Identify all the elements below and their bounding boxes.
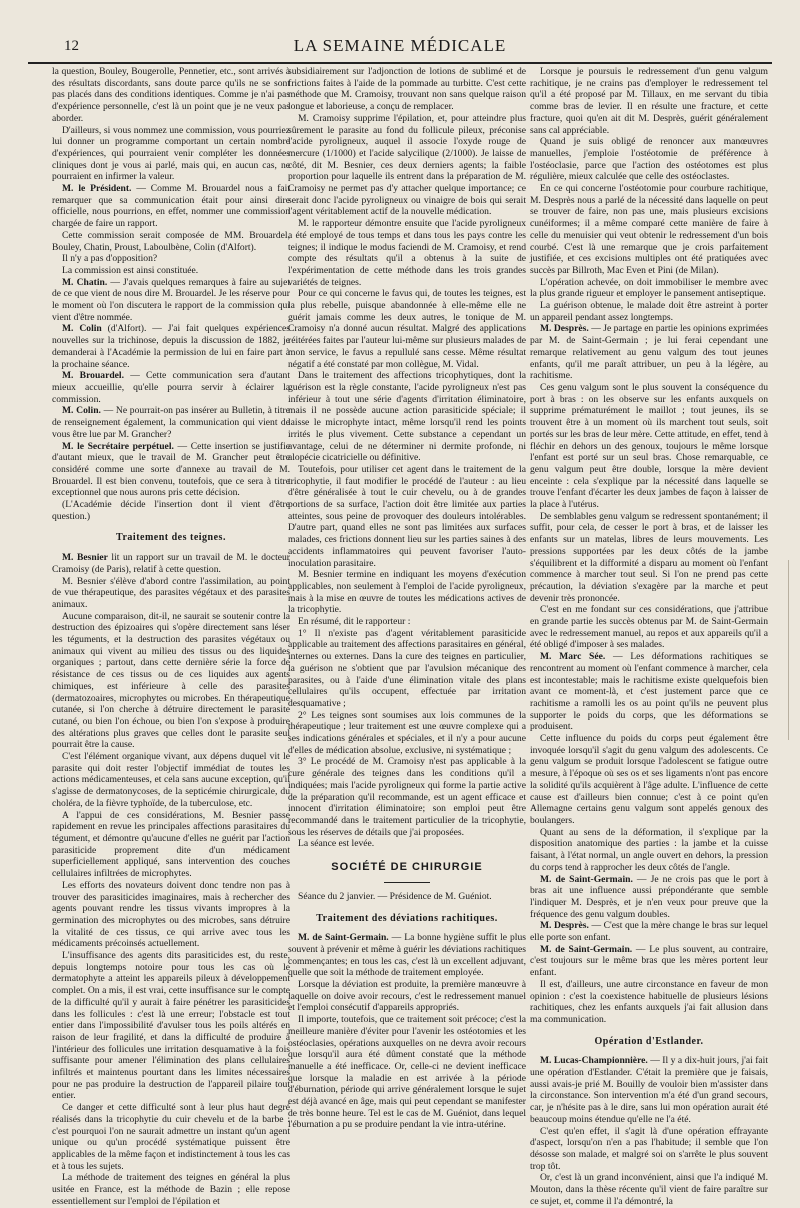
- speech-paragraph: [52, 441, 290, 500]
- speaker-name: M. Colin: [62, 323, 102, 335]
- speech-paragraph: [52, 370, 290, 405]
- speech-text: (d'Alfort). — J'ai fait quelques expériences nouvelles sur la trichinose, depuis la discussion de 1882, je demanderai à l'Académie la permission de lui en faire part à la prochaine séance.: [52, 323, 291, 370]
- speech-text: — Cette communication sera d'autant mieux accueillie, qu'elle pourra servir à éclairer la commission.: [52, 370, 290, 405]
- paragraph: Ces genu valgum sont le plus souvent la conséquence du port à bras : on les observe sur les enfants auxquels on supprime prématurément le maillot ; tout jeunes, ils se trouvent être à un moment où ils marchent tout seuls, soit portés sur les bras de leur mère. Cette attitude, en effet, tend à fléchir en dehors un des genoux, toujours le même lorsque l'enfant est porté sur un seul bras. Chose remarquable, ce genu valgum peut être double, lorsque la mère devient enceinte : cela s'explique par la nécessité dans laquelle se trouve l'enfant d'écarter les deux jambes de façon à laisser de la place à l'utérus.: [530, 381, 768, 511]
- speaker-name: M. Brouardel.: [62, 370, 124, 382]
- speaker-name: M. de Saint-Germain.: [540, 943, 633, 955]
- paragraph: Il importe, toutefois, que ce traitement soit précoce; c'est la meilleure manière d'éviter pour l'avenir les ostéotomies et les ostéoclasies, opérations auxquelles on ne devra avoir recours que lorsqu'il aura été dûment constaté que la méthode manuelle a été inefficace. Or, celle-ci ne devient inefficace que lorsque la maladie en est arrivée à la période d'éburnation, période qui arrive généralement lorsque le sujet est déjà avancé en âge, mais qui peut cependant se manifester de très bonne heure. Tel est le cas de M. Guéniot, dans lequel l'éburnation a pu se produire pendant la vie intra-utérine.: [288, 1014, 526, 1131]
- speech-text: — Il y a dix-huit jours, j'ai fait une opération d'Estlander. C'était la première que je faisais, aussi avais-je prié M. Bouilly de vouloir bien m'assister dans la circonstance. Son intervention m'a été d'un grand secours, car, je n'hésite pas à le dire, sans lui mon opération aurait été beaucoup moins étendue qu'elle ne l'a été.: [530, 1055, 768, 1125]
- speech-paragraph: [530, 1055, 768, 1125]
- speech-paragraph: [52, 552, 290, 575]
- paragraph: En résumé, dit le rapporteur :: [298, 616, 411, 628]
- paragraph: Il est, d'ailleurs, une autre circonstance en faveur de mon opinion : c'est la coexistence habituelle de plusieurs lésions rachitiques, chez les enfants auxquels j'ai fait allusion dans ma communication.: [530, 978, 768, 1025]
- paragraph: Quant au sens de la déformation, il s'explique par la disposition anatomique des parties : la jambe et la cuisse faisant, à l'état normal, un angle ouvert en dehors, la pression du corps tend à rapprocher les deux côtés de l'angle.: [530, 826, 768, 873]
- speech-text: lit un rapport sur un travail de M. le docteur Cramoisy (de Paris), relatif à cette question.: [52, 552, 291, 575]
- paragraph: C'est qu'en effet, il s'agit là d'une opération effrayante d'aspect, lorsqu'on n'en a pas l'habitude; il semble que l'on désosse son malade, et malgré soi on s'arrête le plus souvent trop tôt.: [530, 1125, 768, 1172]
- speech-paragraph: [52, 405, 290, 440]
- speech-paragraph: [530, 323, 768, 382]
- paragraph: 1° Il n'existe pas d'agent véritablement parasiticide applicable au traitement des affections parasitaires en général, internes ou externes. Dans la cure des teignes en particulier, la guérison ne s'obtient que par l'avulsion mécanique des parasites, ou à l'aide d'une élimination vitale des plans cellulaires qu'ils occupent, effectuée par irritation desquamative ;: [288, 627, 526, 709]
- paragraph: Lorsque la déviation est produite, la première manœuvre à laquelle on doive avoir recours, c'est le redressement manuel et l'emploi consécutif d'appareils appropriés.: [288, 979, 526, 1014]
- session-line: Séance du 2 janvier. — Présidence de M. Guéniot.: [298, 890, 492, 902]
- paragraph: Cette commission serait composée de MM. Brouardel, Bouley, Chatin, Proust, Laboulbène, Colin (d'Alfort).: [52, 229, 290, 253]
- paragraph: L'opération achevée, on doit immobiliser le membre avec la plus grande rigueur et employer le pansement antiseptique.: [530, 276, 768, 300]
- speech-paragraph: [288, 932, 526, 979]
- paragraph: Dans le traitement des affections tricophytiques, dont la guérison est la règle constante, l'acide pyroligneux n'est pas inférieur à tout une série d'agents d'irritation éliminatoire, mais il ne possède aucune action parasiticide spéciale; il laisse le microphyte intact, même lorsqu'il rend les points irrités le plus vivement. Cette substance a cependant un avantage, celui de ne déterminer ni dermite profonde, ni alopécie cicatricielle ou définitive.: [288, 370, 526, 464]
- paragraph: Les efforts des novateurs doivent donc tendre non pas à trouver des parasiticides imaginaires, mais à rechercher des agents pouvant rendre les tissus vivants impropres à la germination des microphytes ou des microbes, sans détruire la vitalité de ces tissus, ce qui arrive avec tous les médicaments précoinsés actuellement.: [52, 879, 290, 950]
- speech-paragraph: [530, 944, 768, 979]
- section-title: Traitement des teignes.: [116, 532, 226, 544]
- running-title: LA SEMAINE MÉDICALE: [293, 36, 507, 55]
- paragraph: M. Cramoisy supprime l'épilation, et, pour atteindre plus sûrement le parasite au fond du follicule pileux, préconise l'acide pyroligneux, auquel il associe l'oxyde rouge de mercure (1/1000) et l'acide salycilique (2/1000). Je laisse de côté, dit M. Besnier, ces deux derniers agents; la faible proportion pour laquelle ils entrent dans la préparation de M. Cramoisy ne permet pas d'y attacher quelque importance; ce serait donc l'acide pyroligneux ou vinaigre de bois qui serait l'agent véritablement actif de la nouvelle médication.: [288, 112, 526, 218]
- paragraph: 2° Les teignes sont soumises aux lois communes de la thérapeutique ; leur traitement est une œuvre complexe qui a ses indications générales et spéciales, et il n'y a pour aucune d'elles de médication absolue, exclusive, ni systématique ;: [288, 709, 526, 756]
- speech-paragraph: [530, 920, 768, 943]
- speech-text: — J'avais quelques remarques à faire au sujet de ce que vient de nous dire M. Brouardel. Je les réserve pour le moment où l'on discutera le rapport de la commission qui vient d'être nommée.: [52, 276, 290, 323]
- paragraph: Or, c'est là un grand inconvénient, ainsi que l'a indiqué M. Mouton, dans la thèse récente qu'il vient de faire paraître sur ce sujet, et, comme il l'a démontré, la: [530, 1172, 768, 1207]
- paragraph: L'insuffisance des agents dits parasiticides est, du reste, depuis longtemps notoire pour tous les cas où le dermatophyte a atteint les appareils pileux à développement complet. On a mis, il est vrai, cette insuffisance sur le compte de la difficulté qu'il y aurait à faire pénétrer les parasiticides dans les follicules : c'est là une erreur; l'obstacle est tout entier dans l'impossibilité d'avulser tous les poils altérés en raison de leur fragilité, et dans la difficulté de produire à l'intérieur des follicules une irritation desquamative à la fois suffisante pour amener l'élimination des plans cellulaires infiltrés et maintenus pourtant dans les limites nécessaires pour ne pas produire la destruction de l'appareil pilaire tout entier.: [52, 950, 290, 1102]
- speaker-name: M. Besnier: [62, 552, 108, 564]
- section-title: Traitement des déviations rachitiques.: [316, 912, 498, 924]
- paragraph: (L'Académie décide l'insertion dont il vient d'être question.): [52, 499, 290, 522]
- paragraph: M. Besnier s'élève d'abord contre l'assimilation, au point de vue thérapeutique, des parasites végétaux et des parasites animaux.: [52, 575, 290, 610]
- speaker-name: M. de Saint-Germain.: [540, 873, 633, 885]
- paragraph: La commission est ainsi constituée.: [62, 264, 199, 276]
- speech-paragraph: [530, 651, 768, 733]
- speech-paragraph: [52, 323, 290, 370]
- paragraph: la question, Bouley, Bougerolle, Pennetier, etc., sont arrivés à des résultats discordants, sans doute parce qu'ils ne se sont pas placés dans des conditions identiques. Comme je n'ai pas d'expérience personnelle, c'est là un point que je ne veux pas aborder.: [52, 66, 290, 124]
- paragraph: En ce qui concerne l'ostéotomie pour courbure rachitique, M. Desprès nous a parlé de la nécessité dans laquelle on peut se trouver de faire, non pas une, mais plusieurs excisions cunéiformes; il a même comparé cette manière de faire à celle du menuisier qui veut obtenir le redressement d'un bois courbé. C'est là une remarque que je crois parfaitement justifiée, et ces excisions multiples ont été pratiquées avec succès par Billroth, Mac Even et Pini (de Milan).: [530, 183, 768, 276]
- speaker-name: M. Colin.: [62, 405, 101, 417]
- paragraph: Quand je suis obligé de renoncer aux manœuvres manuelles, j'emploie l'ostéotomie de préférence à l'ostéoclasie, parce que l'action des ostéotomes est plus régulière, mieux calculée que celle des ostéoclastes.: [530, 136, 768, 183]
- speaker-name: M. Lucas-Championnière.: [540, 1055, 648, 1067]
- paragraph: La séance est levée.: [298, 838, 375, 850]
- society-title: SOCIÉTÉ DE CHIRURGIE: [331, 861, 483, 874]
- speech-text: — C'est que la mère change le bras sur lequel elle porte son enfant.: [530, 920, 768, 944]
- speaker-name: M. le Président.: [62, 183, 132, 195]
- paragraph: Il n'y a pas d'opposition?: [62, 253, 158, 265]
- speech-text: — Comme M. Brouardel nous a fait remarquer que sa communication était pour ainsi dire officielle, nous pourrions, en effet, nommer une commission chargée de faire un rapport.: [52, 183, 290, 230]
- speech-text: — Le plus souvent, au contraire, c'est toujours sur le même bras que les mères portent leur enfant.: [530, 943, 768, 979]
- paragraph: Ce danger et cette difficulté sont à leur plus haut degré réalisés dans la tricophytie du cuir chevelu et de la barbe : c'est pourquoi l'on ne saurait admettre un instant qu'un agent unique ou qu'un procédé systématique puissent être applicables de la même façon et indistinctement à tous les cas et à tous les sujets.: [52, 1102, 290, 1172]
- column-3: [530, 66, 768, 1207]
- speech-text: — Ne pourrait-on pas insérer au Bulletin, à titre de renseignement également, la communication qui vient de vous être lue par M. Grancher?: [52, 405, 290, 440]
- speaker-name: M. le Secrétaire perpétuel.: [62, 440, 174, 452]
- column-2: [288, 66, 526, 1131]
- speech-text: — Cette insertion se justifie d'autant mieux, que le travail de M. Grancher peut être considéré comme une sorte d'annexe au travail de M. Brouardel. Il est bien convenu, toutefois, que ce sera à titre exceptionnel que nous aurons pris cette décision.: [52, 440, 290, 499]
- speech-text: — La bonne hygiène suffit le plus souvent à prévenir et même à guérir les déviations rachitiques commençantes; en tous les cas, c'est là un excellent adjuvant, quelle que soit la méthode de traitement employée.: [288, 932, 526, 979]
- paragraph: Toutefois, pour utiliser cet agent dans le traitement de la tricophytie, il faut modifier le procédé de l'auteur : au lieu d'être généralisée à tout le cuir chevelu, ou à de grandes portions de sa surface, l'action doit être limitée aux parties atteintes, sous peine de provoquer des douleurs intolérables. D'autre part, quand elles ne sont pas limitées aux surfaces malades, ces frictions donnent lieu sur les parties saines à des accidents inflammatoires qui peuvent favoriser l'auto-inoculation parasitaire.: [288, 463, 526, 569]
- section-title: Opération d'Estlander.: [594, 1035, 704, 1047]
- divider: [384, 882, 430, 883]
- paragraph: Cette influence du poids du corps peut également être invoquée lorsqu'il s'agit du genu valgum des adolescents. Ce genu valgum se produit lorsque l'adolescent se fatigue outre mesure, à l'époque où ses os et ses ligaments n'ont pas encore la solidité qu'ils acquièrent à l'âge adulte. L'influence de cette cause est d'ailleurs bien connue; c'est à ce point qu'en Allemagne certains genu valgum sont appelés genoux des boulangers.: [530, 733, 768, 826]
- paragraph: Pour ce qui concerne le favus qui, de toutes les teignes, est la plus rebelle, puisque abandonnée à elle-même elle ne guérit jamais comme les deux autres, le tonique de M. Cramoisy n'a donné aucun résultat. Malgré des applications réitérées faites par l'auteur lui-même sur plusieurs malades de mon service, le favus a repullulé sans cesse. Même résultat négatif a été constaté par mon collègue, M. Vidal.: [288, 288, 526, 370]
- paragraph: Lorsque je poursuis le redressement d'un genu valgum rachitique, je ne crains pas d'employer le redressement tel qu'il a été proposé par M. Tillaux, en me servant du tibia comme bras de levier. Il en résulte une fracture, et cette fracture, quoi qu'en ait dit M. Desprès, guérit généralement sans cal appréciable.: [530, 66, 768, 136]
- speech-text: — Je ne crois pas que le port à bras ait une influence aussi prépondérante que semble l'indiquer M. Desprès, et je n'en veux pour preuve que la fréquence des genu valgum doubles.: [530, 873, 768, 920]
- paragraph: subsidiairement sur l'adjonction de lotions de sublimé et de frictions faites à l'aide de la pommade au turbitte. C'est cette méthode que M. Cramoisy, trouvant non sans quelque raison longue et laborieuse, a conçu de remplacer.: [288, 66, 526, 113]
- paragraph: C'est l'élément organique vivant, aux dépens duquel vit le parasite qui doit rester l'objectif immédiat de toutes les actions médicamenteuses, et cela sans aucune exception, qu'il s'agisse de dermatonycoses, de la septicémie chirurgicale, du choléra, de la fièvre typhoïde, de la tuberculose, etc.: [52, 751, 290, 809]
- page-header: [28, 34, 772, 64]
- margin-mark: [788, 560, 797, 740]
- page-number: 12: [64, 38, 79, 54]
- speech-paragraph: [530, 874, 768, 921]
- speaker-name: M. Chatin.: [62, 276, 108, 288]
- column-1: [52, 66, 291, 1207]
- paragraph: M. Besnier termine en indiquant les moyens d'exécution applicables, non seulement à l'emploi de l'acide pyroligneux, mais à la mise en œuvre de toutes les médications actives de la tricophytie.: [288, 569, 526, 616]
- paragraph: Aucune comparaison, dit-il, ne saurait se soutenir contre la destruction des épizoaires qui s'opère directement sans léser les téguments, et la destruction des parasites végétaux ou animaux qui vivent au milieu des tissus ou des liquides organiques ; partout, dans cette dernière série la force de résistance de ces tissus ou de ces liquides aux agents chimiques, est inférieure à celle des parasites (dermatozoaires, microphytes ou microbes. En thérapeutique cutanée, si l'on cherche à détruire directement le parasite cutané, ou bien l'on échoue, ou bien l'on s'expose à produire des altérations plus graves que celles dont le parasite seul pourrait être la cause.: [52, 610, 290, 751]
- paragraph: De semblables genu valgum se redressent spontanément; il suffit, pour cela, de cesser le port à bras, et de laisser les enfants sur un matelas, libres de leurs mouvements. Les pressions supportées par les deux côtés de la jambe s'équilibrent et la difformité a disparu au moment où l'enfant commence à marcher tout seul. Si l'on ne prend pas cette précaution, la déviation s'exagère par la marche et peut devenir très prononcée.: [530, 510, 768, 604]
- paragraph: M. le rapporteur démontre ensuite que l'acide pyroligneux a été employé de tous temps et dans tous les pays contre les teignes; il indique le modus faciendi de M. Cramoisy, et rend compte des résultats qu'il a obtenus à la suite de l'expérimentation de cette méthode dans les trois grandes variétés de teignes.: [288, 218, 526, 288]
- paragraph: 3° Le procédé de M. Cramoisy n'est pas applicable à la cure générale des teignes dans les conditions qu'il a indiquées; mais l'acide pyroligneux qui forme la partie active de la préparation qu'il recommande, est un agent efficace et innocent d'irritation éliminatoire; son emploi peut être recommandé dans le traitement particulier de la tricophytie, sous les réserves de détails que j'ai proposées.: [288, 756, 526, 838]
- speech-paragraph: [52, 277, 290, 324]
- speech-text: — Je partage en partie les opinions exprimées par M. de Saint-Germain ; je lui ferai cependant une remarque relativement au genu valgum des tout jeunes enfants, qu'il me paraît attribuer, un peu à la légère, au rachitisme.: [530, 323, 768, 382]
- paragraph: C'est en me fondant sur ces considérations, que j'attribue en grande partie les succès obtenus par M. de Saint-Germain avec le redressement manuel, au repos et aux appareils qu'il a été obligé d'imposer à ses malades.: [530, 604, 768, 651]
- speaker-name: M. Desprès.: [540, 920, 589, 932]
- paragraph: A l'appui de ces considérations, M. Besnier passe rapidement en revue les principales affections parasitaires du tégument, et démontre qu'aucune d'elles ne guérit par l'action parasiticide proprement dite d'un médicament superficiellement appliqué, sans intervention des couches cellulaires infiltrées de microphytes.: [52, 809, 290, 880]
- paragraph: D'ailleurs, si vous nommez une commission, vous pourriez lui donner un programme comportant un certain nombre d'expériences, qui pourraient venir compléter les données cliniques dont je vous ai parlé, mais qui, en aucun cas, ne pourraient en infirmer la valeur.: [52, 124, 290, 183]
- paragraph: La guérison obtenue, le malade doit être astreint à porter un appareil pendant assez longtemps.: [530, 300, 768, 323]
- speaker-name: M. de Saint-Germain.: [298, 932, 389, 944]
- speech-text: — Les déformations rachitiques se rencontrent au moment où l'enfant commence à marcher, cela est incontestable; mais le rachitisme existe quelquefois bien avant ce moment-là, et c'est justement parce que ce rachitisme a ramolli les os au point qu'ils ne peuvent plus supporter le poids du corps, que les déformations se produisent.: [530, 651, 768, 733]
- speaker-name: M. Marc Sée.: [540, 651, 606, 663]
- paragraph: La méthode de traitement des teignes en général la plus usitée en France, est la méthode de Bazin ; elle repose essentiellement sur l'emploi de l'épilation et: [52, 1172, 290, 1207]
- speaker-name: M. Desprès.: [540, 323, 589, 335]
- speech-paragraph: [52, 183, 290, 230]
